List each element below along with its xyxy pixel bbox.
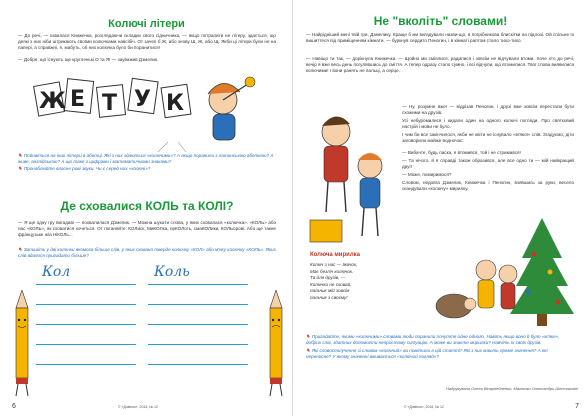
svg-text:У: У [134, 87, 151, 112]
christmas-celebration-illustration [424, 214, 576, 330]
writing-area [36, 264, 266, 384]
write-line[interactable] [148, 284, 248, 285]
left-task-3: ✎ Запишіть у дві колонки якомога більше слів, у яких сховано тверде колючку «КОЛ» або м'яку колючку «КОЛЬ». Яких слів вдалося пригадати більше? [18, 247, 276, 258]
task-marker-icon: ✎ [306, 334, 310, 339]
task-marker-icon: ✎ [306, 348, 310, 353]
right-paragraph-2: — Навіщо ти так, — дорікнула Книжечка. — Щойно ми сміялися, радилися і зовсім не відчували втоми. Хоче хто до речі, вечір я вже весь день погулявшись до сміття. А тепер одразу стало сумно, і всі відчули, що втомилися. Твої слова виявилися колючими! І вони ранять не пальці, а серце. [306, 56, 574, 73]
svg-text:К: К [166, 91, 184, 116]
left-tasks-1 [18, 153, 276, 172]
write-line[interactable] [36, 324, 136, 325]
left-task-2: ✎ Пронаблюйте власне рові звуки. Чи є серед них «колючі»? [18, 166, 151, 171]
right-task-1: ✎ Пригадайте, якими «колючими» словами люди поранили почуття одне одного. Навіть якщо воно й було «м'яке», добрих слів, здатних допомогти непростому ситуацію. А може ви знаєте мирилки? Навчіть їх своїх друзів. [306, 334, 560, 345]
poem-line: Колюч з нас — їжачок, [310, 262, 358, 267]
left-title-prickly-letters: Колючі літери [108, 18, 185, 30]
task-marker-icon: ✎ [18, 247, 22, 252]
right-paragraph-3: — Ну, розумне вже! — відрізав Пеногин, і друзі вже зовсім перестали бути схожими на друзів. [402, 104, 574, 115]
column-kol-heading: Кол [42, 264, 71, 280]
task-marker-icon: ✎ [18, 153, 22, 158]
left-paragraph-2: — Добре, що існують ще кругленькі О та Я! — зауважив Дзмелик. [18, 57, 159, 62]
footer-left: © «Дзвінок», 2016, № 12 [118, 405, 158, 409]
right-paragraph-8: — Може, помиримося? [402, 172, 452, 177]
pencil-character-icon [8, 290, 36, 398]
left-paragraph-3: — Я ще одну гру вигадав! — похвалилася Дзмелик. — Можна шукати слова, у яких сховалася «колючка». «КОЛЬ» або нас «КОЛЬ», як сховатися хочеться. От поганяйте: КОЛиск, МиКОЛка, прКОЛоть, смаКОЛики, КОЛЬорові. Або ще такне французьке ж/а НіКОЛь... [18, 220, 276, 237]
svg-text:Е: Е [70, 87, 86, 112]
right-paragraph-4: Усі небуромилися і кидали один на одного колючі погляди. Про святковий настрій і мови не було. [402, 118, 574, 129]
left-paragraph-1: — До речі, — озвалася Книжечка, розглядаючи складки свого сідничника, — якщо потрапити не літеру, здається, що деякі з них ніби штрикають своїми колючками навсібіч. От зачеп б Ж, або знову Ш, Ж, або Щ. Якби ці літери були не на папері, а справжні, я, мабуть, об них колючка було би поранитися! [18, 33, 276, 50]
poem-line: Колючки не сховай, [310, 281, 352, 287]
write-line[interactable] [148, 364, 248, 365]
page-number-right: 7 [575, 403, 579, 410]
svg-text:Т: Т [102, 91, 118, 116]
right-task-2: ✎ Які словосполучення зі словом «колючий» ви помітили в цій статті? Які з них мають пряме значення? А які переносне? У якому значенні вживається «колючий погляд»? [306, 348, 548, 359]
poem-line: Має безліч колючок. [310, 268, 354, 274]
write-line[interactable] [36, 344, 136, 345]
write-line[interactable] [36, 284, 136, 285]
svg-text:Ж: Ж [39, 89, 66, 114]
poem-line: пальчик з своєму! [310, 294, 348, 300]
right-paragraph-1: — Найрідніший мені твій гри, Дзмелику. Краще б ми вигадували назви-що, в погрібникова блискітки на підлозі. Ой спільне їх вишиттеся під приміщенням кімнати, — буркнув сердито Пеногин, і в кімнаті раптом стало тихо-тихо. [306, 32, 574, 43]
kids-arguing-illustration [306, 102, 396, 250]
write-line[interactable] [36, 304, 136, 305]
right-paragraph-5: І чим би все закінчилося, якби не квіти не існувало «м'якої» слів. Згадуємо, діти заговорили майже водночас: [402, 132, 574, 143]
write-line[interactable] [148, 304, 248, 305]
right-paragraph-9: Словом, недовга Дзмелик, Книжечка і Пеногин, взявшись за руки, весело скандували «колючу» мирилку. [402, 180, 574, 191]
right-paragraph-7: — Та нічого, й я справді також образився, але все одно ти — мій найкращий друг! [402, 158, 574, 169]
task-marker-icon: ✎ [18, 166, 22, 171]
poem-title: Колюча мирилка [310, 252, 361, 258]
footer-right: © «Дзвінок», 2016, № 12 [404, 405, 444, 409]
write-line[interactable] [36, 364, 136, 365]
page-number-left: 6 [12, 403, 16, 410]
right-page [294, 0, 587, 416]
poem-box [310, 252, 420, 301]
pencil-character-icon [262, 290, 290, 398]
poem-line: Та для друзів, — [310, 275, 346, 280]
left-task-1: ✎ Подивіться на інші літери в абетці. Які з них здаються «колючими»? А якщо поранили з латинською абеткою? А живе, англійською? А що таке з цифрами і математичними знаками? [18, 153, 274, 164]
left-title-where-hidden: Де сховалися КОЛЬ та КОЛІ? [60, 199, 234, 213]
left-page [0, 0, 293, 416]
right-title: Не "вколіть" словами! [373, 14, 508, 28]
write-line[interactable] [148, 344, 248, 345]
credits: Надрукувала Олеся Вінярлейненко. Малюнки Олександри Шестакової [446, 386, 578, 391]
poem-line: пальчик мій зовсім [310, 288, 350, 293]
column-kol-soft-heading: Коль [154, 264, 190, 280]
right-tasks [306, 334, 574, 360]
write-line[interactable] [148, 324, 248, 325]
right-paragraph-6: — Вибачте, будь ласка, я втомився, той і не стримався! [402, 150, 521, 155]
prickly-letters-illustration [18, 66, 276, 152]
